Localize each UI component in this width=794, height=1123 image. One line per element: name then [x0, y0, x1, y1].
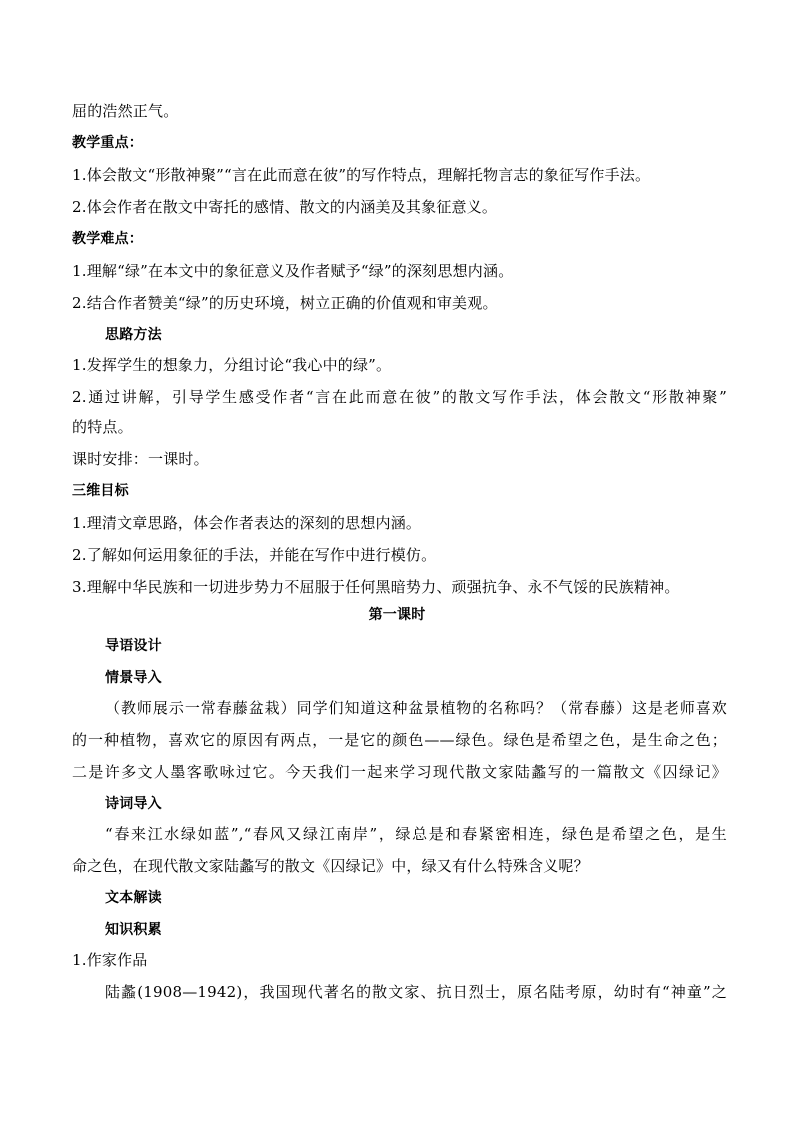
- author-works-heading: 1.作家作品: [72, 951, 148, 969]
- difficulty-item-1: 1.理解“绿”在本文中的象征意义及作者赋予“绿”的深刻思想内涵。: [72, 262, 514, 280]
- objective-item-3: 3.理解中华民族和一切进步势力不屈服于任何黑暗势力、顽强抗争、永不气馁的民族精神。: [72, 578, 680, 596]
- heading-text-reading: 文本解读: [105, 890, 162, 906]
- heading-poem-intro: 诗词导入: [105, 796, 162, 812]
- approach-item-2: 2.通过讲解，引导学生感受作者“言在此而意在彼”的散文写作手法，体会散文“形散神聚”: [72, 388, 727, 406]
- focus-item-1: 1.体会散文“形散神聚”“言在此而意在彼”的写作特点，理解托物言志的象征写作手法。: [72, 166, 651, 184]
- difficulty-item-2: 2.结合作者赞美“绿”的历史环境，树立正确的价值观和审美观。: [72, 294, 498, 312]
- paragraph-continuation: 屈的浩然正气。: [72, 102, 179, 120]
- scene-intro-line-3: 二是许多文人墨客歌咏过它。今天我们一起来学习现代散文家陆蠡写的一篇散文《囚绿记》: [72, 763, 727, 781]
- author-bio-line-1: 陆蠡(1908—1942)，我国现代著名的散文家、抗日烈士，原名陆考原，幼时有“神童”之: [105, 983, 727, 1001]
- approach-item-1: 1.发挥学生的想象力，分组讨论“我心中的绿”。: [72, 356, 392, 374]
- approach-item-2-cont: 的特点。: [72, 418, 133, 436]
- heading-approach: 思路方法: [105, 327, 162, 343]
- heading-teaching-difficulty: 教学难点：: [72, 231, 143, 247]
- objective-item-1: 1.理清文章思路，体会作者表达的深刻的思想内涵。: [72, 514, 422, 532]
- heading-intro-design: 导语设计: [105, 638, 162, 654]
- heading-teaching-focus: 教学重点：: [72, 135, 143, 151]
- heading-first-lesson: 第一课时: [368, 607, 426, 623]
- class-schedule: 课时安排：一课时。: [72, 450, 209, 468]
- poem-intro-line-2: 命之色，在现代散文家陆蠡写的散文《囚绿记》中，绿又有什么特殊含义呢？: [72, 857, 589, 875]
- heading-scene-intro: 情景导入: [105, 670, 162, 686]
- poem-intro-line-1: “春来江水绿如蓝”,“春风又绿江南岸”，绿总是和春紧密相连，绿色是希望之色，是生: [105, 825, 727, 843]
- objective-item-2: 2.了解如何运用象征的手法，并能在写作中进行模仿。: [72, 546, 437, 564]
- heading-knowledge: 知识积累: [105, 922, 162, 938]
- heading-objectives: 三维目标: [72, 483, 129, 499]
- scene-intro-line-2: 的一种植物，喜欢它的原因有两点，一是它的颜色——绿色。绿色是希望之色，是生命之色；: [72, 731, 727, 749]
- scene-intro-line-1: （教师展示一常春藤盆栽）同学们知道这种盆景植物的名称吗？（常春藤）这是老师喜欢: [105, 699, 727, 717]
- focus-item-2: 2.体会作者在散文中寄托的感情、散文的内涵美及其象征意义。: [72, 198, 498, 216]
